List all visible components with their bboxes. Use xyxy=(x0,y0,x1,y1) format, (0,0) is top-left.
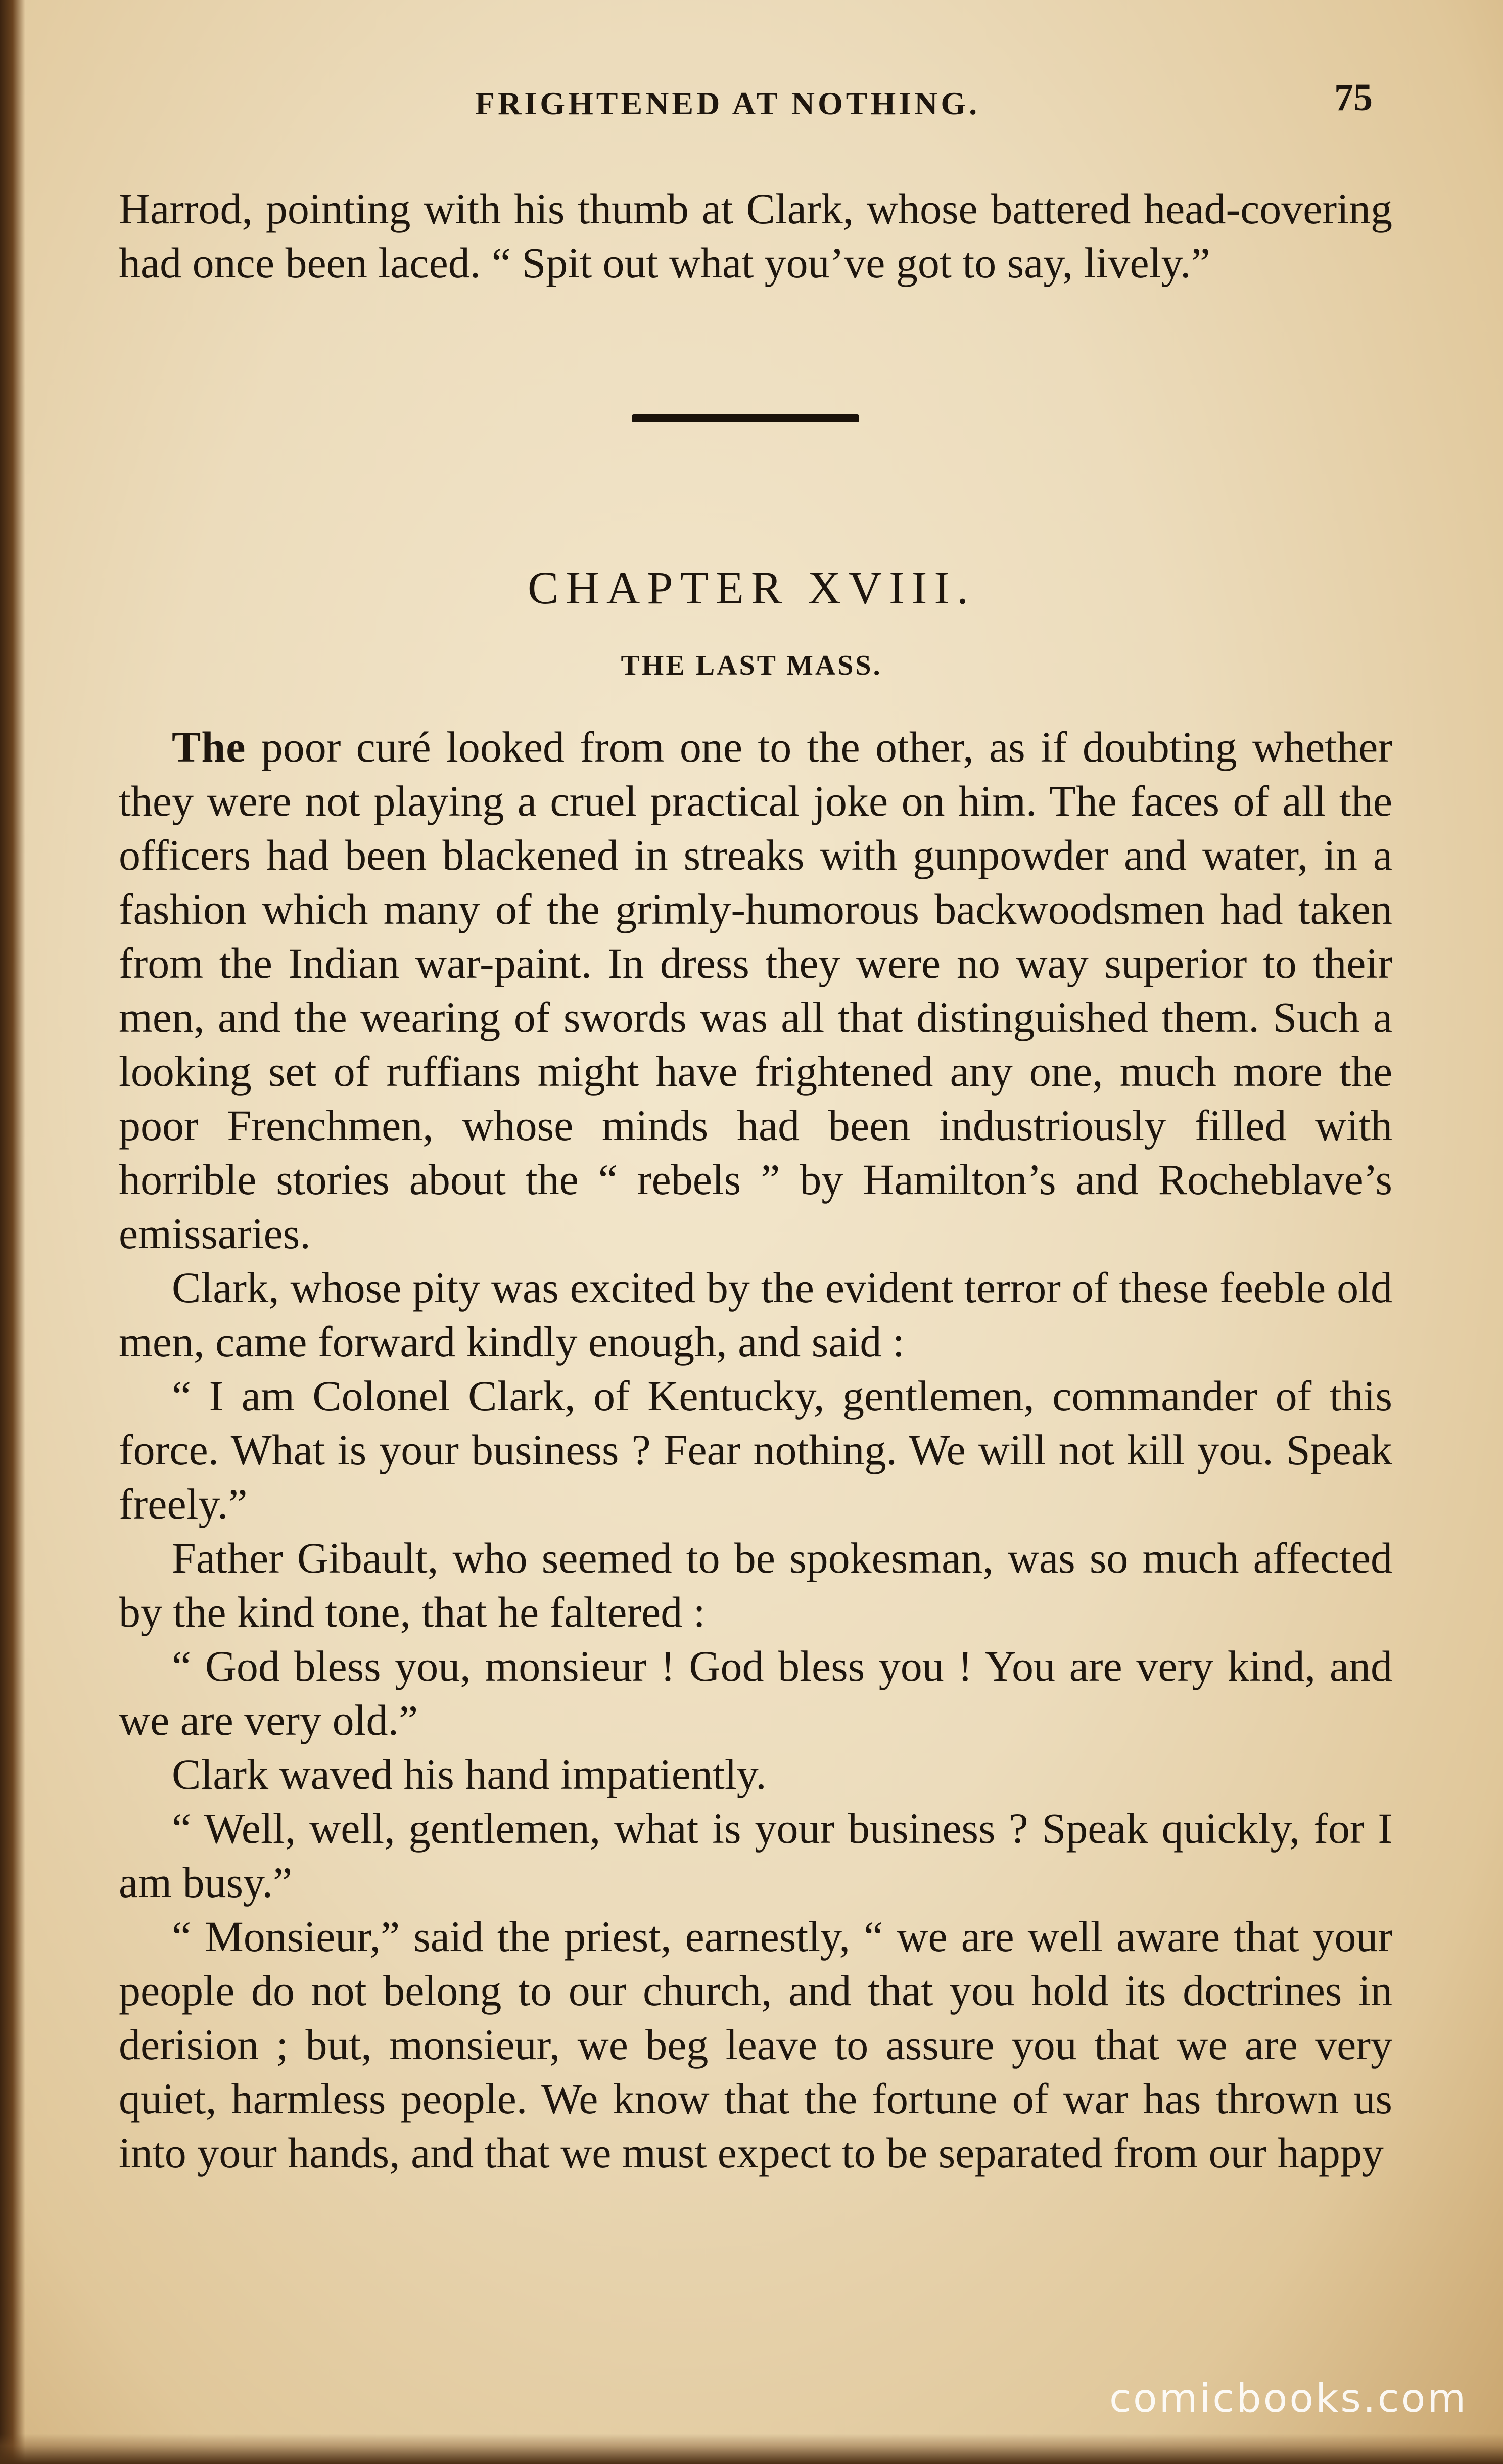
body-paragraph-5: “ God bless you, monsieur ! God bless you ! You are very kind, and we are very old.” xyxy=(119,1642,1392,1744)
opening-paragraph: Harrod, pointing with his thumb at Clark, whose battered head-covering had once been laced. “ Spit out what you’ve got to say, lively.” xyxy=(119,184,1392,287)
body-paragraph-1 xyxy=(119,720,1392,1261)
body-paragraph-4: Father Gibault, who seemed to be spokesman, was so much affected by the kind tone, that he faltered : xyxy=(119,1534,1392,1636)
body-paragraph-2: Clark, whose pity was excited by the evident terror of these feeble old men, came forward kindly enough, and said : xyxy=(119,1263,1392,1366)
chapter-subtitle: THE LAST MASS. xyxy=(621,650,882,681)
site-watermark: comicbooks.com xyxy=(1109,2376,1468,2422)
paragraph-text: poor curé looked from one to the other, as if doubting whether they were not playing a cruel practical joke on him. The faces of all the officers had been blackened in streaks with gunpowder and water, in a fashion which many of the grimly-humorous backwoodsmen had taken from the Indian war-paint. In dress they were no way superior to their men, and the wearing of swords was all that distinguished them. Such a looking set of ruffians might have frightened any one, much more the poor Frenchmen, whose minds had been industriously filled with horrible stories about the “ rebels ” by Hamilton’s and Rocheblave’s emissaries. xyxy=(119,723,1392,1258)
body-paragraph-3: “ I am Colonel Clark, of Kentucky, gentlemen, commander of this force. What is your business ? Fear nothing. We will not kill you. Speak freely.” xyxy=(119,1371,1392,1528)
body-paragraph-6: Clark waved his hand impatiently. xyxy=(172,1750,767,1798)
opening-text xyxy=(119,182,1392,290)
chapter-body xyxy=(119,720,1392,2180)
body-paragraph-8: “ Monsieur,” said the priest, earnestly, “ we are well aware that your people do not belong to our church, and that you hold its doctrines in derision ; but, monsieur, we beg leave to assure you that we are very quiet, harmless people. We know that the fortune of war has thrown us into your hands, and that we must expect to be separated from our happy xyxy=(119,1912,1392,2177)
paragraph-lead-word: The xyxy=(172,723,246,771)
page-number: 75 xyxy=(1334,76,1373,119)
section-divider-rule xyxy=(632,414,859,422)
page-edge-shadow-left xyxy=(0,0,25,2464)
body-paragraph-7: “ Well, well, gentlemen, what is your business ? Speak quickly, for I am busy.” xyxy=(119,1804,1392,1907)
page-edge-shadow-bottom xyxy=(0,2434,1503,2464)
running-head: FRIGHTENED AT NOTHING. xyxy=(475,85,980,121)
chapter-title: CHAPTER XVIII. xyxy=(528,562,975,613)
